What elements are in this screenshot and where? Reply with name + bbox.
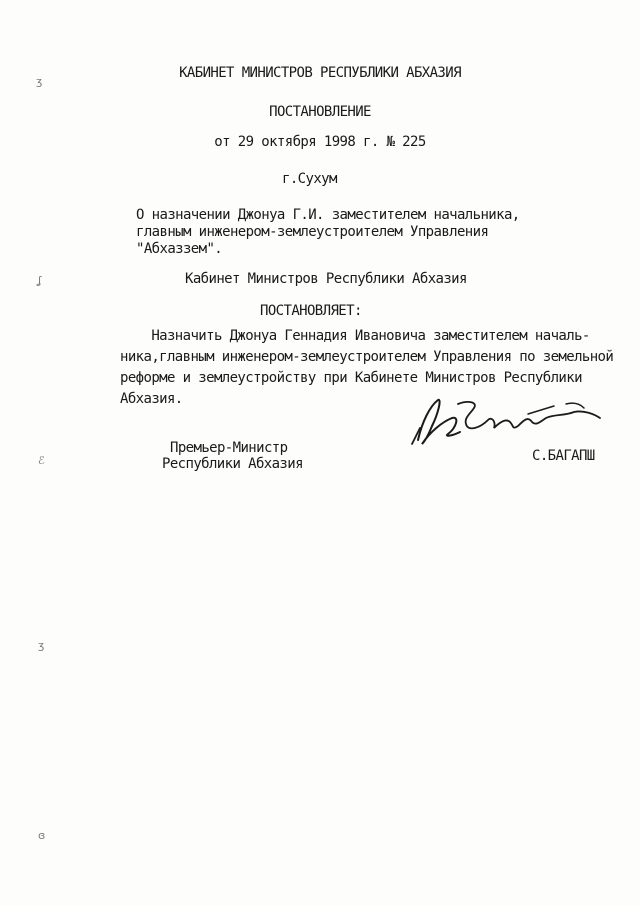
body-line: Абхазия. [120, 391, 183, 407]
binder-hole-mark-4: ʒ [38, 639, 45, 652]
body-line: Назначить Джонуа Геннадия Ивановича заместителем началь- [120, 328, 590, 344]
signatory-position-line: Республики Абхазия [162, 456, 303, 472]
issuer: Кабинет Министров Республики Абхазия [185, 271, 467, 287]
subject-line: главным инженером-землеустроителем Управления [136, 224, 489, 240]
body-line: реформе и землеустройству при Кабинете Министров Республики [120, 370, 582, 386]
handwritten-signature [408, 392, 608, 452]
date-and-number: от 29 октября 1998 г. № 225 [214, 134, 426, 150]
binder-hole-mark-3: ℰ [38, 454, 45, 467]
binder-hole-mark-5: ɞ [38, 829, 46, 842]
city: г.Сухум [282, 171, 337, 187]
binder-hole-mark-1: ʒ [36, 75, 43, 88]
resolves-heading: ПОСТАНОВЛЯЕТ: [260, 303, 362, 319]
signatory-name: С.БАГАПШ [532, 448, 595, 464]
subject-block [136, 207, 520, 258]
subject-line: О назначении Джонуа Г.И. заместителем начальника, [136, 207, 520, 223]
body-line: ника,главным инженером-землеустроителем Управления по земельной [120, 349, 614, 365]
signatory-position [162, 440, 303, 472]
subject-line: "Абхаззем". [136, 241, 223, 257]
binder-hole-mark-2: ʆ [38, 274, 42, 287]
signatory-position-line: Премьер-Министр [170, 440, 288, 456]
organization-header: КАБИНЕТ МИНИСТРОВ РЕСПУБЛИКИ АБХАЗИЯ [179, 65, 461, 81]
document-type: ПОСТАНОВЛЕНИЕ [269, 104, 371, 120]
